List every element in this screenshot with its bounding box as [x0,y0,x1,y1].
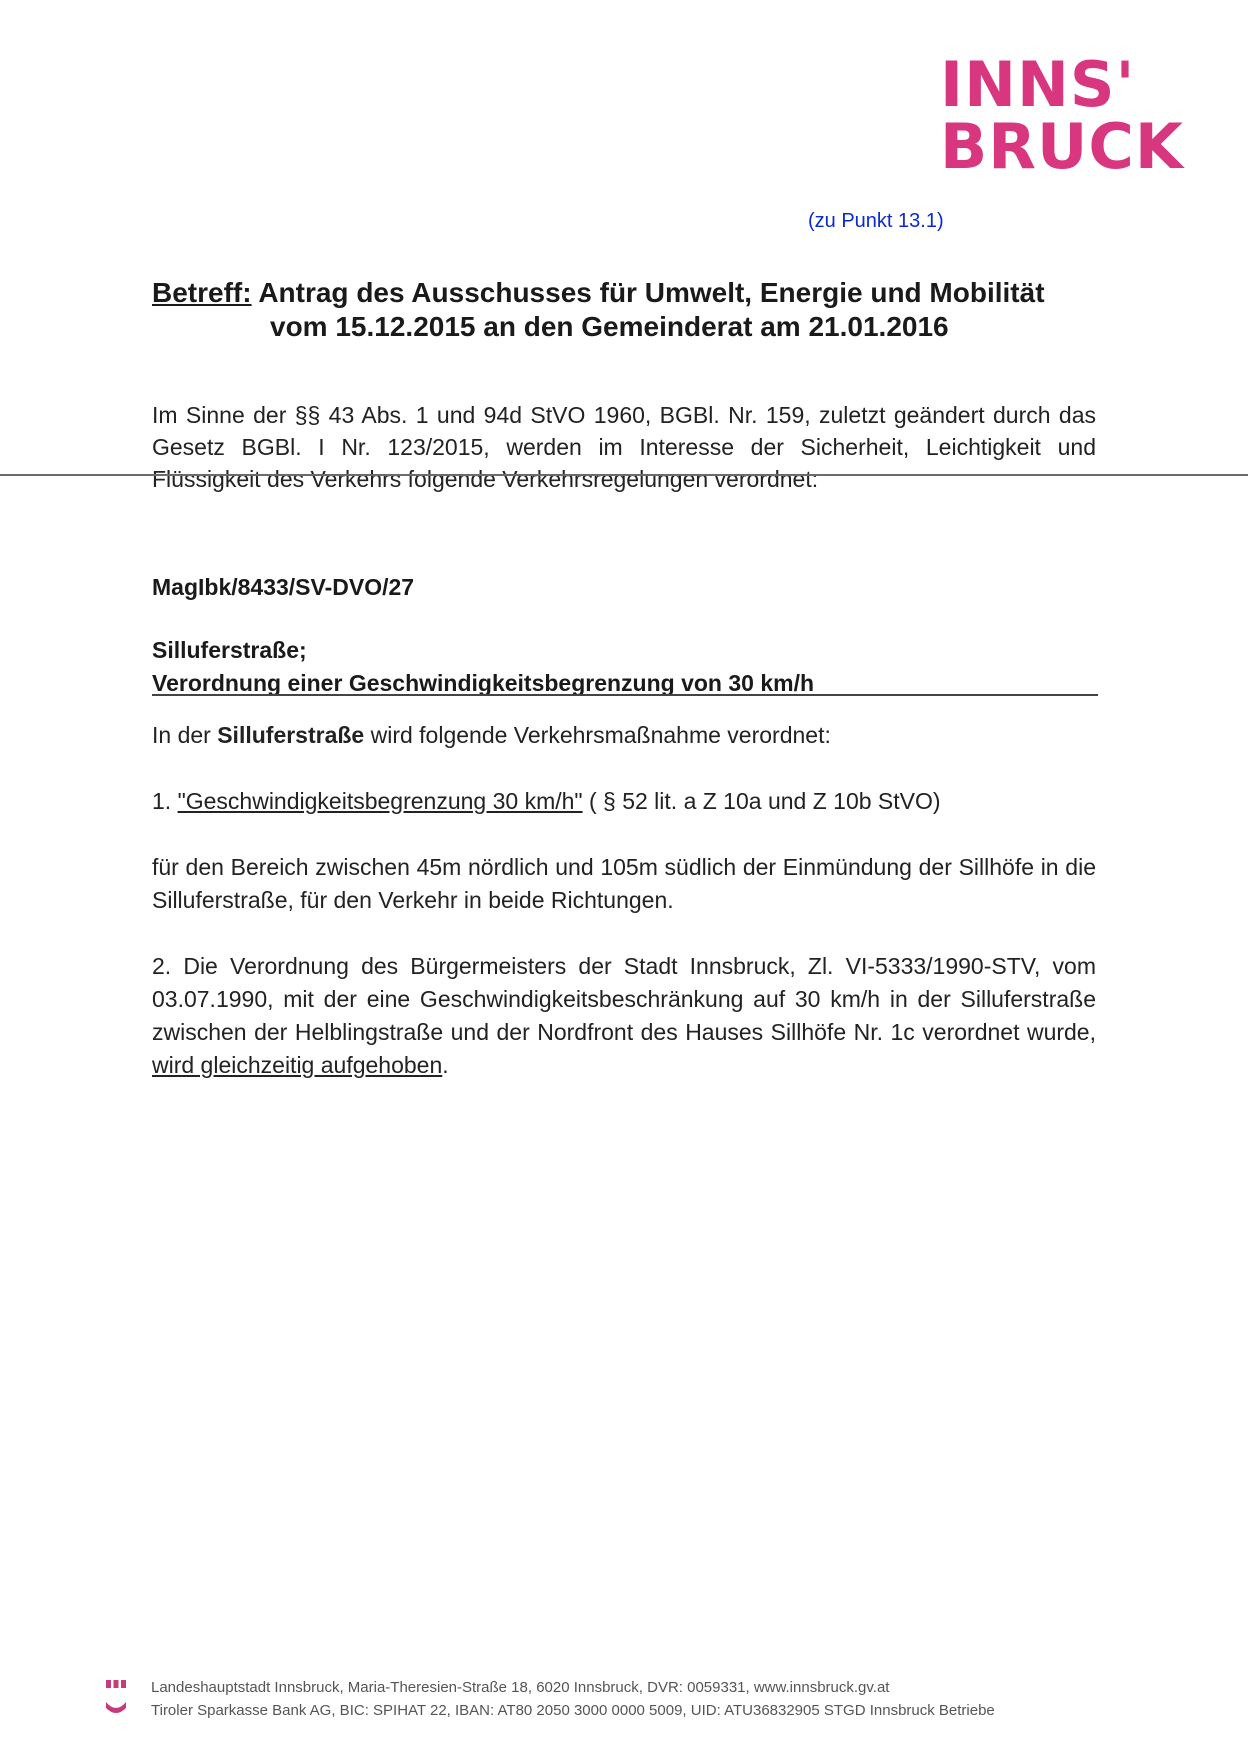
footer-bank: Tiroler Sparkasse Bank AG, BIC: SPIHAT 22, IBAN: AT80 2050 3000 0000 5009, UID: ATU36832905 STGD Innsbruck Betriebe [151,1702,995,1719]
logo-line-2: BRUCK [940,110,1184,183]
intro-paragraph: Im Sinne der §§ 43 Abs. 1 und 94d StVO 1960, BGBl. Nr. 159, zuletzt geändert durch das Gesetz BGBl. I Nr. 123/2015, werden im Interesse der Sicherheit, Leichtigkeit und Flüssigkeit des Verkehrs folgende Verkehrsregelungen verordnet: [152,402,1096,492]
horizontal-scan-line [0,474,1248,476]
innsbruck-logo [940,48,1184,183]
item-1-sign-name: "Geschwindigkeitsbegrenzung 30 km/h" [177,788,583,814]
subject-heading [152,276,1102,344]
paragraph-item-2 [152,950,1096,1082]
footer [105,1676,1205,1722]
ordinance-title-text: Verordnung einer Geschwindigkeitsbegrenzung von 30 km/h [152,670,815,696]
logo-line-1: INNS' [940,48,1136,121]
subject-line-2: vom 15.12.2015 an den Gemeinderat am 21.01.2016 [270,311,949,342]
agenda-reference: (zu Punkt 13.1) [808,210,944,232]
city-emblem-icon [105,1678,127,1718]
subject-label: Betreff: [152,277,252,308]
footer-address: Landeshauptstadt Innsbruck, Maria-Theresien-Straße 18, 6020 Innsbruck, DVR: 0059331, www.innsbruck.gv.at [151,1679,890,1696]
item-1-legal-ref: ( § 52 lit. a Z 10a und Z 10b StVO) [582,788,941,814]
title-divider [152,694,1098,696]
subject-text-1: Antrag des Ausschusses für Umwelt, Energie und Mobilität [258,277,1045,308]
street-name: Silluferstraße; [152,637,307,663]
paragraph-measure-intro [152,719,1096,752]
paragraph-item-1 [152,785,1096,818]
subject-line-1 [152,276,1102,310]
item-1-number: 1. [152,788,178,814]
ordinance-title [152,634,814,700]
p1-text-after: wird folgende Verkehrsmaßnahme verordnet: [364,722,831,748]
item-2-repeal: wird gleichzeitig aufgehoben [152,1052,443,1078]
item-2-period: . [442,1052,449,1078]
p1-text-before: In der [152,722,218,748]
item-2-text: 2. Die Verordnung des Bürgermeisters der Stadt Innsbruck, Zl. VI-5333/1990-STV, vom 03.07.1990, mit der eine Geschwindigkeitsbeschränkung auf 30 km/h in der Silluferstraße zwischen der Helblingstraße und der Nordfront des Hauses Sillhöfe Nr. 1c verordnet wurde, [152,953,1096,1045]
p1-street-bold: Silluferstraße [217,722,365,748]
paragraph-scope: für den Bereich zwischen 45m nördlich und 105m südlich der Einmündung der Sillhöfe in die Silluferstraße, für den Verkehr in beide Richtungen. [152,854,1096,913]
file-number: MagIbk/8433/SV-DVO/27 [152,574,415,600]
